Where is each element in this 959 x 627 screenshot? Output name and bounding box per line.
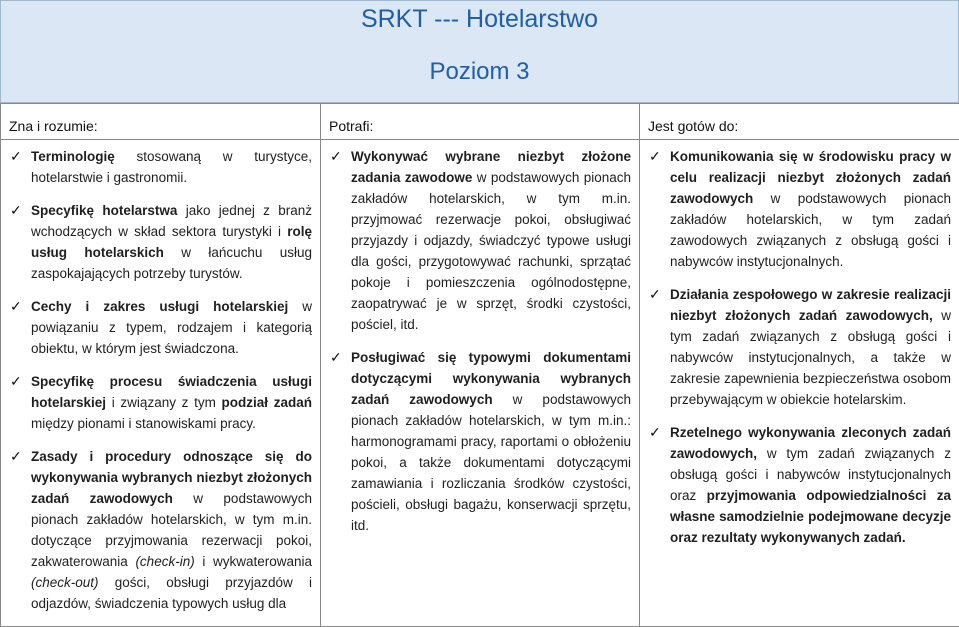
list-item <box>9 200 312 284</box>
item-text: Specyfikę procesu świadczenia usługi hotelarskiej <box>31 374 312 410</box>
item-text: Działania zespołowego w zakresie realizacji niezbyt złożonych zadań zawodowych, <box>670 287 951 323</box>
item-text: jako jednej z branż wchodzących w skład sektora turystyki i <box>31 203 312 239</box>
competency-table <box>0 103 959 627</box>
checkmark-icon: ✓ <box>10 146 22 167</box>
item-text: (check-out) <box>31 575 99 590</box>
list-item <box>9 146 312 188</box>
checkmark-icon: ✓ <box>10 296 22 317</box>
list-item <box>648 146 951 272</box>
column-knowledge <box>1 140 321 627</box>
level-title: Poziom 3 <box>1 58 958 86</box>
item-text: między pionami i stanowiskami pracy. <box>31 416 256 431</box>
item-text: Komunikowania się w środowisku pracy w celu realizacji niezbyt złożonych zadań zawodowych <box>670 149 951 206</box>
item-text: i wykwaterowania <box>195 554 312 569</box>
column-heading-attitudes: Jest gotów do: <box>640 104 959 140</box>
list-item <box>329 146 631 335</box>
knowledge-list <box>9 146 312 614</box>
item-text: w podstawowych pionach zakładów hotelarskich, w tym m.in.: harmonogramami pracy, raportami o obłożeniu pokoi, a także dokumentami dotyczącymi zamawiania i rozliczania środków czystości, pościeli, obsługi bagażu, konserwacji sprzętu, itd. <box>351 392 631 533</box>
checkmark-icon: ✓ <box>649 284 661 305</box>
item-text: w powiązaniu z typem, rodzajem i kategorią obiektu, w którym jest świadczona. <box>31 299 312 356</box>
level-banner <box>0 46 959 103</box>
column-skills <box>321 140 640 627</box>
title-banner <box>0 0 959 47</box>
item-text: w tym zadań związanych z obsługą gości i nabywców instytucjonalnych, a także w zakresie zapewnienia bezpieczeństwa osobom przebywającym w obiekcie hotelarskim. <box>670 308 951 407</box>
column-heading-knowledge: Zna i rozumie: <box>1 104 321 140</box>
checkmark-icon: ✓ <box>330 347 342 368</box>
column-heading-skills: Potrafi: <box>321 104 640 140</box>
item-text: Zasady i procedury odnoszące się do wykonywania wybranych niezbyt złożonych zadań zawodowych <box>31 449 312 506</box>
skills-list <box>329 146 631 536</box>
item-text: w podstawowych pionach zakładów hotelarskich, w tym m.in. przyjmować rezerwacje pokoi, obsługiwać przyjazdy i odjazdy, świadczyć typowe usługi dla gości, przygotowywać rachunki, sprzątać pokoje i pomieszczenia ogólnodostępne, zaopatrywać je w sprzęt, środki czystości, pościel, itd. <box>351 170 631 332</box>
item-text: w łańcuchu usług zaspokajających potrzeby turystów. <box>31 245 312 281</box>
attitudes-list <box>648 146 951 548</box>
list-item <box>329 347 631 536</box>
item-text: w podstawowych pionach zakładów hotelarskich, w tym m.in. dotyczące przyjmowania rezerwacji pokoi, zakwaterowania <box>31 491 312 569</box>
column-attitudes <box>640 140 959 627</box>
item-text: Specyfikę hotelarstwa <box>31 203 177 218</box>
item-text: Rzetelnego wykonywania zleconych zadań zawodowych, <box>670 425 951 461</box>
item-text: przyjmowania odpowiedzialności za własne samodzielnie podejmowane decyzje oraz rezultaty wykonywanych zadań. <box>670 488 951 545</box>
item-text: (check-in) <box>135 554 194 569</box>
item-text: i związany z tym <box>106 395 222 410</box>
item-text: Cechy i zakres usługi hotelarskiej <box>31 299 288 314</box>
page-title: SRKT --- Hotelarstwo <box>1 5 958 34</box>
checkmark-icon: ✓ <box>649 422 661 443</box>
item-text: Posługiwać się typowymi dokumentami dotyczącymi wykonywania wybranych zadań zawodowych <box>351 350 631 407</box>
item-text: Terminologię <box>31 149 115 164</box>
checkmark-icon: ✓ <box>10 371 22 392</box>
item-text: rolę usług hotelarskich <box>31 224 312 260</box>
list-item <box>9 371 312 434</box>
checkmark-icon: ✓ <box>330 146 342 167</box>
list-item <box>648 422 951 548</box>
checkmark-icon: ✓ <box>10 446 22 467</box>
checkmark-icon: ✓ <box>10 200 22 221</box>
list-item <box>9 296 312 359</box>
item-text: w tym zadań związanych z obsługą gości i nabywców instytucjonalnych oraz <box>670 446 951 503</box>
list-item <box>9 446 312 614</box>
item-text: Wykonywać wybrane niezbyt złożone zadania zawodowe <box>351 149 631 185</box>
item-text: stosowaną w turystyce, hotelarstwie i gastronomii. <box>31 149 312 185</box>
list-item <box>648 284 951 410</box>
item-text: w podstawowych pionach zakładów hotelarskich, w tym zadań zawodowych związanych z obsługą gości i nabywców instytucjonalnych. <box>670 191 951 269</box>
item-text: podział zadań <box>222 395 312 410</box>
item-text: gości, obsługi przyjazdów i odjazdów, świadczenia typowych usług dla <box>31 575 312 611</box>
checkmark-icon: ✓ <box>649 146 661 167</box>
